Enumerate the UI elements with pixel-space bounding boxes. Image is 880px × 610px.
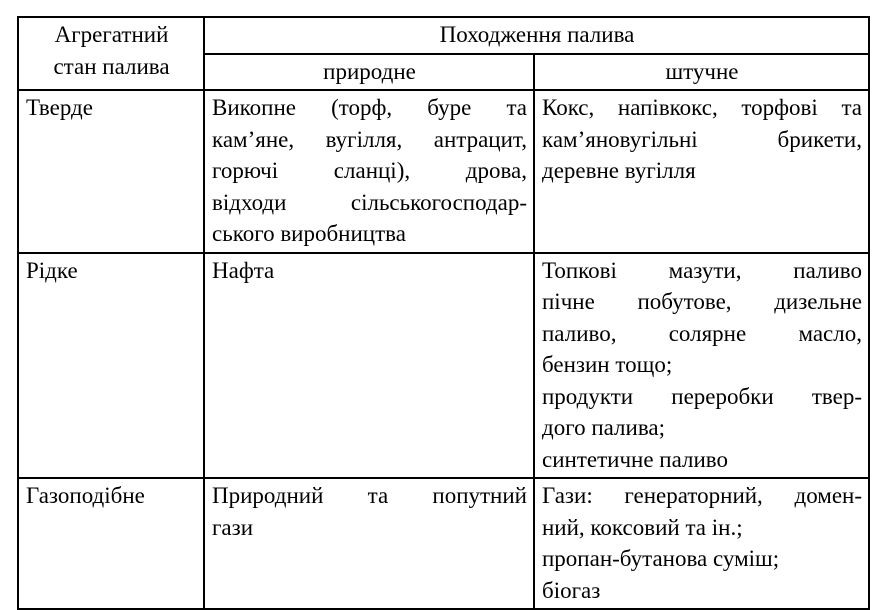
cell-line: гази <box>212 514 254 540</box>
cell-line: Викопне (торф, буре та <box>212 95 527 120</box>
state-cell: Рідке <box>18 253 204 479</box>
cell-line: Кокс, напівкокс, торфові та <box>542 95 862 120</box>
cell-line: дого палива; <box>542 415 665 440</box>
cell-line: відходи сільськогосподар- <box>212 189 527 215</box>
cell-line: кам’яновугільні брикети, <box>542 126 862 152</box>
state-column-header <box>18 17 204 90</box>
header-row-top <box>18 17 869 54</box>
state-cell: Газоподібне <box>18 478 204 609</box>
cell-line: Природний та попутний <box>212 483 527 508</box>
table-row <box>18 478 869 609</box>
state-header-line: стан палива <box>53 53 170 79</box>
cell-line: кам’яне, вугілля, антрацит, <box>212 126 527 152</box>
cell-line: біогаз <box>542 577 601 603</box>
cell-line: синтетичне паливо <box>542 446 728 472</box>
natural-cell <box>204 478 534 609</box>
cell-line: Топкові мазути, паливо <box>542 257 862 283</box>
table-row <box>18 253 869 479</box>
cell-line: Нафта <box>212 257 275 283</box>
origin-group-header: Походження палива <box>204 17 869 54</box>
cell-line: продукти переробки твер- <box>542 383 862 409</box>
natural-cell <box>204 90 534 253</box>
cell-line: бензин тощо; <box>542 352 673 377</box>
cell-line: паливо, солярне масло, <box>542 320 862 346</box>
state-cell: Тверде <box>18 90 204 253</box>
cell-line: Гази: генераторний, домен- <box>542 483 862 508</box>
artificial-cell <box>534 90 869 253</box>
fuel-classification-table <box>17 16 870 610</box>
cell-line: ського виробництва <box>212 221 406 246</box>
cell-line: пропан-бутанова суміш; <box>542 546 780 571</box>
table-row <box>18 90 869 253</box>
natural-cell <box>204 253 534 479</box>
artificial-cell <box>534 253 869 479</box>
cell-line: пічне побутове, дизельне <box>542 289 862 314</box>
artificial-origin-header: штучне <box>534 54 869 91</box>
cell-line: ний, коксовий та ін.; <box>542 514 743 540</box>
cell-line: горючі сланці), дрова, <box>212 158 527 183</box>
cell-line: деревне вугілля <box>542 158 696 183</box>
natural-origin-header: природне <box>204 54 534 91</box>
state-header-line: Агрегатний <box>54 22 169 47</box>
artificial-cell <box>534 478 869 609</box>
